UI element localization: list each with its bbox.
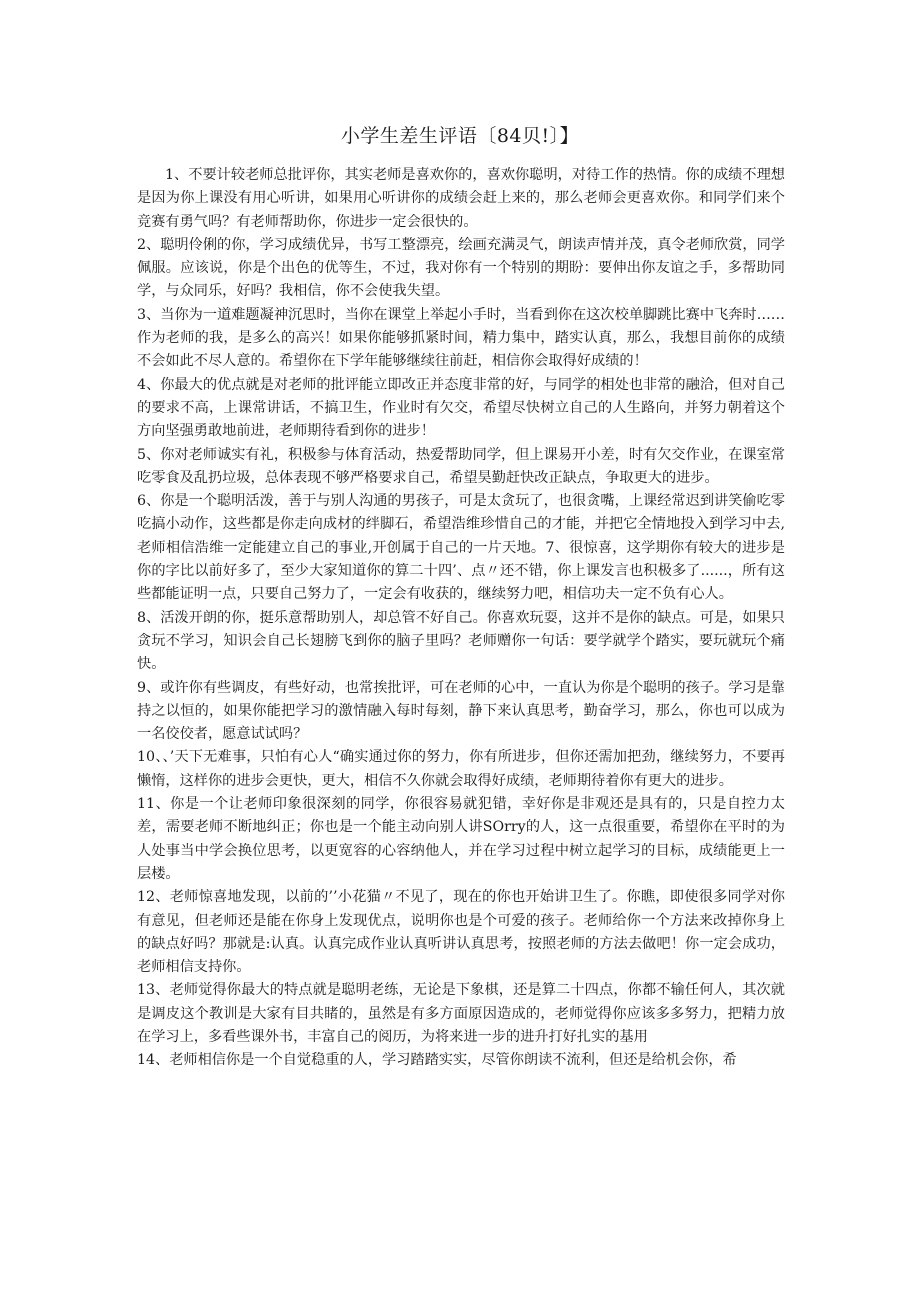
comment-paragraph-13: 13、老师觉得你最大的特点就是聪明老练，无论是下象棋，还是算二十四点，你都不输任何人，其次就是调皮这个教训是大家有目共睹的，虽然是有多方面原因造成的，老师觉得你应该多多努力，把精力放在学习上，多看些课外书，丰富自己的阅历，为将来进一步的进升打好扎实的基用	[137, 982, 785, 1045]
comment-paragraph-11: 11、你是一个让老师印象很深刻的同学，你很容易就犯错，幸好你是非观还是具有的，只是自控力太差，需要老师不断地纠正；你也是一个能主动向别人讲SOrry的人，这一点很重要，希望你在平时的为人处事当中学会换位思考，以更宽容的心容纳他人，并在学习过程中树立起学习的目标，成绩能更上一层楼。	[137, 796, 785, 882]
comment-paragraph-8: 8、活泼开朗的你，挺乐意帮助别人，却总管不好自己。你喜欢玩耍，这并不是你的缺点。可是，如果只贪玩不学习，知识会自己长翅膀飞到你的脑子里吗？老师赠你一句话：要学就学个踏实，要玩就玩个痛快。	[137, 609, 785, 673]
comment-paragraph-3: 3、当你为一道难题凝神沉思时，当你在课堂上举起小手时，当看到你在这次校单脚跳比赛中飞奔时……作为老师的我，是多么的高兴！如果你能够抓紧时间，精力集中，踏实认真，那么，我想目前你的成绩不会如此不尽人意的。希望你在下学年能够继续往前赶，相信你会取得好成绩的！	[137, 306, 785, 370]
comment-paragraph-6-7: 6、你是一个聪明活泼，善于与别人沟通的男孩子，可是太贪玩了，也很贪嘴，上课经常迟到讲笑偷吃零吃搞小动作，这些都是你走向成材的绊脚石，希望浩维珍惜自己的才能，并把它全情地投入到学习中去,老师相信浩维一定能建立自己的事业,开创属于自己的一片天地。7、很惊喜，这学期你有较大的进步是你的字比以前好多了，至少大家知道你的算二十四’、点〃还不错，你上课发言也积极多了......，所有这些都能证明一点，只要自己努力了，一定会有收获的，继续努力吧，相信功夫一定不负有心人。	[137, 493, 785, 603]
comment-paragraph-9: 9、或许你有些调皮，有些好动，也常挨批评，可在老师的心中，一直认为你是个聪明的孩子。学习是靠持之以恒的，如果你能把学习的激情融入每时每刻，静下来认真思考，勤奋学习，那么，你也可以成为一名佼佼者，愿意试试吗？	[137, 679, 785, 743]
comment-paragraph-14: 14、老师相信你是一个自觉稳重的人，学习踏踏实实，尽管你朗读不流利，但还是给机会你，希	[137, 1052, 737, 1069]
comment-paragraph-4: 4、你最大的优点就是对老师的批评能立即改正并态度非常的好，与同学的相处也非常的融洽，但对自己的要求不高，上课常讲话，不搞卫生，作业时有欠交，希望尽快树立自己的人生路向，并努力朝着这个方向坚强勇敢地前进，老师期待看到你的进步！	[137, 376, 785, 440]
comment-paragraph-1: 1、不要计较老师总批评你，其实老师是喜欢你的，喜欢你聪明，对待工作的热情。你的成绩不理想是因为你上课没有用心听讲，如果用心听讲你的成绩会赶上来的，那么老师会更喜欢你。和同学们来个竞赛有勇气吗？有老师帮助你，你进步一定会很快的。	[137, 167, 785, 230]
comment-paragraph-12: 12、老师惊喜地发现，以前的’’小花猫〃不见了，现在的你也开始讲卫生了。你瞧，即使很多同学对你有意见，但老师还是能在你身上发现优点，说明你也是个可爱的孩子。老师给你一个方法来改掉你身上的缺点好吗？那就是:认真。认真完成作业认真听讲认真思考，按照老师的方法去做吧！你一定会成功，老师相信支持你。	[137, 889, 785, 976]
document-body	[137, 164, 785, 1073]
document-title: 小学生差生评语〔84贝!〕】	[340, 125, 580, 147]
comment-paragraph-5: 5、你对老师诚实有礼，积极参与体育活动，热爱帮助同学，但上课易开小差，时有欠交作业，在课室常吃零食及乱扔垃圾，总体表现不够严格要求自己，希望昊勤赶快改正缺点，争取更大的进步。	[137, 446, 785, 486]
comment-paragraph-2: 2、聪明伶俐的你，学习成绩优异，书写工整漂亮，绘画充满灵气，朗读声情并茂，真令老师欣赏，同学佩服。应该说，你是个出色的优等生，不过，我对你有一个特别的期盼：要伸出你友谊之手，多帮助同学，与众同乐，好吗？我相信，你不会使我失望。	[137, 236, 785, 300]
comment-paragraph-10: 10、、’天下无难事，只怕有心人“确实通过你的努力，你有所进步，但你还需加把劲，继续努力，不要再懒惰，这样你的进步会更快，更大，相信不久你就会取得好成绩，老师期待着你有更大的进步。	[137, 749, 785, 789]
